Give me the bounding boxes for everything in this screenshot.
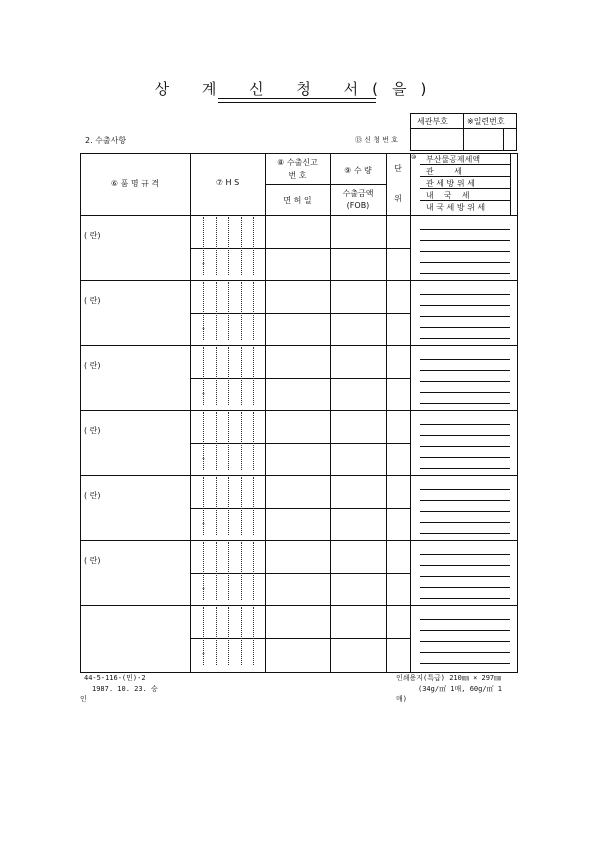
hs-digit-guide	[216, 282, 217, 340]
approval-date-cont: 인	[80, 695, 87, 703]
hs-digit-guide	[241, 607, 242, 665]
tax-entry-line	[420, 446, 510, 447]
hs-dash: -	[202, 584, 205, 593]
row-label: ( 란)	[84, 296, 101, 305]
hs-dash: -	[202, 454, 205, 463]
tax-entry-line	[420, 457, 510, 458]
tax-row-customs-defense: 관 세 방 위 세	[426, 179, 475, 188]
tax-row-customs: 관 세	[426, 167, 462, 176]
hs-digit-guide	[228, 347, 229, 405]
tax-entry-line	[420, 587, 510, 588]
hs-dash: -	[202, 259, 205, 268]
page-title: 상 계 신 청 서(을)	[154, 80, 441, 98]
hs-digit-guide	[228, 607, 229, 665]
tax-entry-line	[420, 294, 510, 295]
export-amount-header: 수출금액	[342, 189, 374, 198]
hs-digit-guide	[203, 282, 204, 340]
tax-entry-line	[420, 641, 510, 642]
tax-entry-line	[420, 273, 510, 274]
tax-entry-line	[420, 511, 510, 512]
approval-date: 1987. 10. 23. 승	[92, 685, 158, 693]
hs-digit-guide	[203, 347, 204, 405]
hs-digit-guide	[241, 282, 242, 340]
fob-header: (FOB)	[346, 201, 370, 210]
serial-no-label: ※일련번호	[467, 117, 505, 126]
hs-digit-guide	[241, 542, 242, 600]
export-decl-sub-header: 번 호	[288, 171, 307, 180]
tax-entry-line	[420, 565, 510, 566]
license-date-header: 면 허 일	[283, 196, 312, 205]
hs-digit-guide	[241, 412, 242, 470]
tax-entry-line	[420, 435, 510, 436]
paper-spec-3: 매)	[396, 695, 407, 703]
title-underline	[218, 98, 376, 103]
tax-row-internal: 내 국 세	[426, 191, 470, 200]
tax-entry-line	[420, 359, 510, 360]
tax-row-byproduct: 부산물공제세액	[426, 155, 481, 164]
customs-code-label: 세관부호	[417, 117, 448, 126]
hs-dash: -	[202, 649, 205, 658]
tax-row-internal-defense: 내 국 세 방 위 세	[426, 203, 486, 212]
section-label: 2. 수출사항	[85, 136, 127, 145]
tax-mark: ⑩	[411, 154, 417, 161]
tax-entry-line	[420, 576, 510, 577]
tax-entry-line	[420, 424, 510, 425]
office-use-box	[410, 113, 517, 151]
hs-digit-guide	[228, 217, 229, 275]
tax-entry-line	[420, 554, 510, 555]
tax-entry-line	[420, 370, 510, 371]
tax-entry-line	[420, 392, 510, 393]
hs-digit-guide	[241, 217, 242, 275]
tax-entry-line	[420, 338, 510, 339]
hs-digit-guide	[203, 477, 204, 535]
hs-digit-guide	[253, 542, 254, 600]
tax-entry-line	[420, 619, 510, 620]
tax-entry-line	[420, 327, 510, 328]
application-no-label: ⑬ 신 청 번 호	[355, 136, 398, 144]
hs-digit-guide	[241, 477, 242, 535]
unit-header-bottom: 위	[394, 194, 402, 203]
tax-entry-line	[420, 652, 510, 653]
unit-header-top: 단	[394, 164, 402, 173]
hs-dash: -	[202, 389, 205, 398]
hs-digit-guide	[216, 542, 217, 600]
tax-entry-line	[420, 500, 510, 501]
row-label: ( 란)	[84, 426, 101, 435]
hs-digit-guide	[253, 477, 254, 535]
hs-digit-guide	[216, 217, 217, 275]
hs-digit-guide	[216, 477, 217, 535]
tax-entry-line	[420, 251, 510, 252]
tax-entry-line	[420, 468, 510, 469]
hs-digit-guide	[253, 412, 254, 470]
hs-digit-guide	[253, 607, 254, 665]
row-label: ( 란)	[84, 556, 101, 565]
row-label: ( 란)	[84, 491, 101, 500]
hs-digit-guide	[228, 477, 229, 535]
tax-entry-line	[420, 522, 510, 523]
hs-digit-guide	[216, 347, 217, 405]
hs-digit-guide	[253, 347, 254, 405]
hs-digit-guide	[228, 542, 229, 600]
tax-entry-line	[420, 381, 510, 382]
hs-digit-guide	[216, 607, 217, 665]
main-table	[80, 153, 518, 673]
hs-digit-guide	[241, 347, 242, 405]
hs-digit-guide	[203, 607, 204, 665]
tax-entry-line	[420, 489, 510, 490]
item-spec-header: ⑥ 품 명 규 격	[110, 179, 160, 188]
tax-entry-line	[420, 533, 510, 534]
tax-entry-line	[420, 403, 510, 404]
hs-digit-guide	[253, 282, 254, 340]
hs-digit-guide	[228, 282, 229, 340]
row-label: ( 란)	[84, 361, 101, 370]
tax-entry-line	[420, 262, 510, 263]
quantity-header: ⑨ 수 량	[344, 166, 372, 175]
tax-entry-line	[420, 229, 510, 230]
tax-entry-line	[420, 305, 510, 306]
tax-entry-line	[420, 598, 510, 599]
hs-dash: -	[202, 519, 205, 528]
paper-spec: 인쇄용지(특급) 210㎜ × 297㎜	[396, 674, 502, 682]
paper-spec-2: (34g/㎡ 1매, 60g/㎡ 1	[418, 685, 502, 693]
hs-digit-guide	[253, 217, 254, 275]
hs-digit-guide	[203, 412, 204, 470]
hs-digit-guide	[203, 217, 204, 275]
form-number: 44-5-116-(민)-2	[84, 674, 146, 682]
hs-digit-guide	[203, 542, 204, 600]
hs-digit-guide	[228, 412, 229, 470]
export-decl-header: ⑧ 수출신고	[277, 158, 318, 167]
hs-dash: -	[202, 324, 205, 333]
tax-entry-line	[420, 240, 510, 241]
tax-entry-line	[420, 663, 510, 664]
hs-digit-guide	[216, 412, 217, 470]
tax-entry-line	[420, 316, 510, 317]
hs-header: ⑦ H S	[215, 178, 240, 187]
row-label: ( 란)	[84, 231, 101, 240]
tax-entry-line	[420, 630, 510, 631]
